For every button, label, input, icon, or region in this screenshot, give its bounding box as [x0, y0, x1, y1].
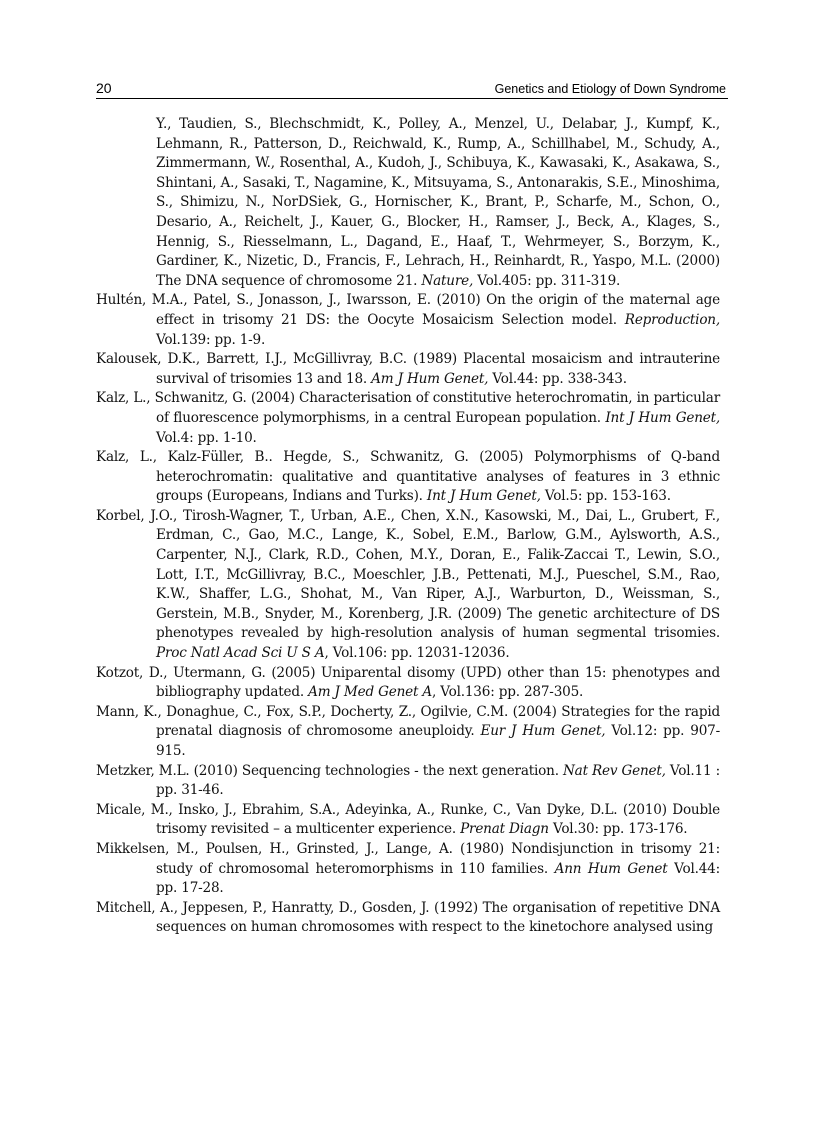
reference-entry: Kalz, L., Schwanitz, G. (2004) Characterisation of constitutive heterochromatin, in particular of fluorescence polymorphisms, in a central European population. Int J Hum Genet, Vol.4: pp. 1-10.	[96, 390, 721, 446]
reference-entry: Korbel, J.O., Tirosh-Wagner, T., Urban, A.E., Chen, X.N., Kasowski, M., Dai, L., Grubert, F., Erdman, C., Gao, M.C., Lange, K., Sobel, E.M., Barlow, G.M., Aylsworth, A.S., Carpenter, N.J., Clark, R.D., Cohen, M.Y., Doran, E., Falik-Zaccai T., Lewin, S.O., Lott, I.T., McGillivray, B.C., Moeschler, J.B., Pettenati, M.J., Pueschel, S.M., Rao, K.W., Shaffer, L.G., Shohat, M., Van Riper, A.J., Warburton, D., Weissman, S., Gerstein, M.B., Snyder, M., Korenberg, J.R. (2009) The genetic architecture of DS phenotypes revealed by high-resolution analysis of human segmental trisomies. Proc Natl Acad Sci U S A, Vol.106: pp. 12031-12036.	[96, 507, 720, 662]
reference-entry: Hultén, M.A., Patel, S., Jonasson, J., Iwarsson, E. (2010) On the origin of the maternal age effect in trisomy 21 DS: the Oocyte Mosaicism Selection model. Reproduction, Vol.139: pp. 1-9.	[96, 292, 720, 348]
page-number: 20	[96, 80, 112, 96]
reference-entry: Mitchell, A., Jeppesen, P., Hanratty, D., Gosden, J. (1992) The organisation of repetitive DNA sequences on human chromosomes with respect to the kinetochore analysed using	[96, 899, 720, 936]
reference-entry: Metzker, M.L. (2010) Sequencing technologies - the next generation. Nat Rev Genet, Vol.11 : pp. 31-46.	[96, 762, 720, 799]
reference-entry: Kalz, L., Kalz-Füller, B.. Hegde, S., Schwanitz, G. (2005) Polymorphisms of Q-band heterochromatin: qualitative and quantitative analyses of features in 3 ethnic groups (Europeans, Indians and Turks). Int J Hum Genet, Vol.5: pp. 153-163.	[96, 449, 720, 505]
reference-entry: Y., Taudien, S., Blechschmidt, K., Polley, A., Menzel, U., Delabar, J., Kumpf, K., Lehmann, R., Patterson, D., Reichwald, K., Rump, A., Schillhabel, M., Schudy, A., Zimmermann, W., Rosenthal, A., Kudoh, J., Schibuya, K., Kawasaki, K., Asakawa, S., Shintani, A., Sasaki, T., Nagamine, K., Mitsuyama, S., Antonarakis, S.E., Minoshima, S., Shimizu, N., NorDSiek, G., Hornischer, K., Brant, P., Scharfe, M., Schon, O., Desario, A., Reichelt, J., Kauer, G., Blocker, H., Ramser, J., Beck, A., Klages, S., Hennig, S., Riesselmann, L., Dagand, E., Haaf, T., Wehrmeyer, S., Borzym, K., Gardiner, K., Nizetic, D., Francis, F., Lehrach, H., Reinhardt, R., Yaspo, M.L. (2000) The DNA sequence of chromosome 21. Nature, Vol.405: pp. 311-319.	[156, 116, 721, 289]
reference-list	[96, 115, 720, 938]
reference-entry: Kotzot, D., Utermann, G. (2005) Uniparental disomy (UPD) other than 15: phenotypes and bibliography updated. Am J Med Genet A, Vol.136: pp. 287-305.	[96, 664, 720, 701]
running-title: Genetics and Etiology of Down Syndrome	[494, 82, 726, 96]
reference-entry: Micale, M., Insko, J., Ebrahim, S.A., Adeyinka, A., Runke, C., Van Dyke, D.L. (2010) Double trisomy revisited – a multicenter experience. Prenat Diagn Vol.30: pp. 173-176.	[96, 801, 720, 838]
reference-entry: Mann, K., Donaghue, C., Fox, S.P., Docherty, Z., Ogilvie, C.M. (2004) Strategies for the rapid prenatal diagnosis of chromosome aneuploidy. Eur J Hum Genet, Vol.12: pp. 907-915.	[96, 703, 720, 759]
reference-entry: Mikkelsen, M., Poulsen, H., Grinsted, J., Lange, A. (1980) Nondisjunction in trisomy 21: study of chromosomal heteromorphisms in 110 families. Ann Hum Genet Vol.44: pp. 17-28.	[96, 840, 720, 897]
reference-entry: Kalousek, D.K., Barrett, I.J., McGillivray, B.C. (1989) Placental mosaicism and intrauterine survival of trisomies 13 and 18. Am J Hum Genet, Vol.44: pp. 338-343.	[96, 351, 720, 387]
running-header	[96, 80, 728, 99]
